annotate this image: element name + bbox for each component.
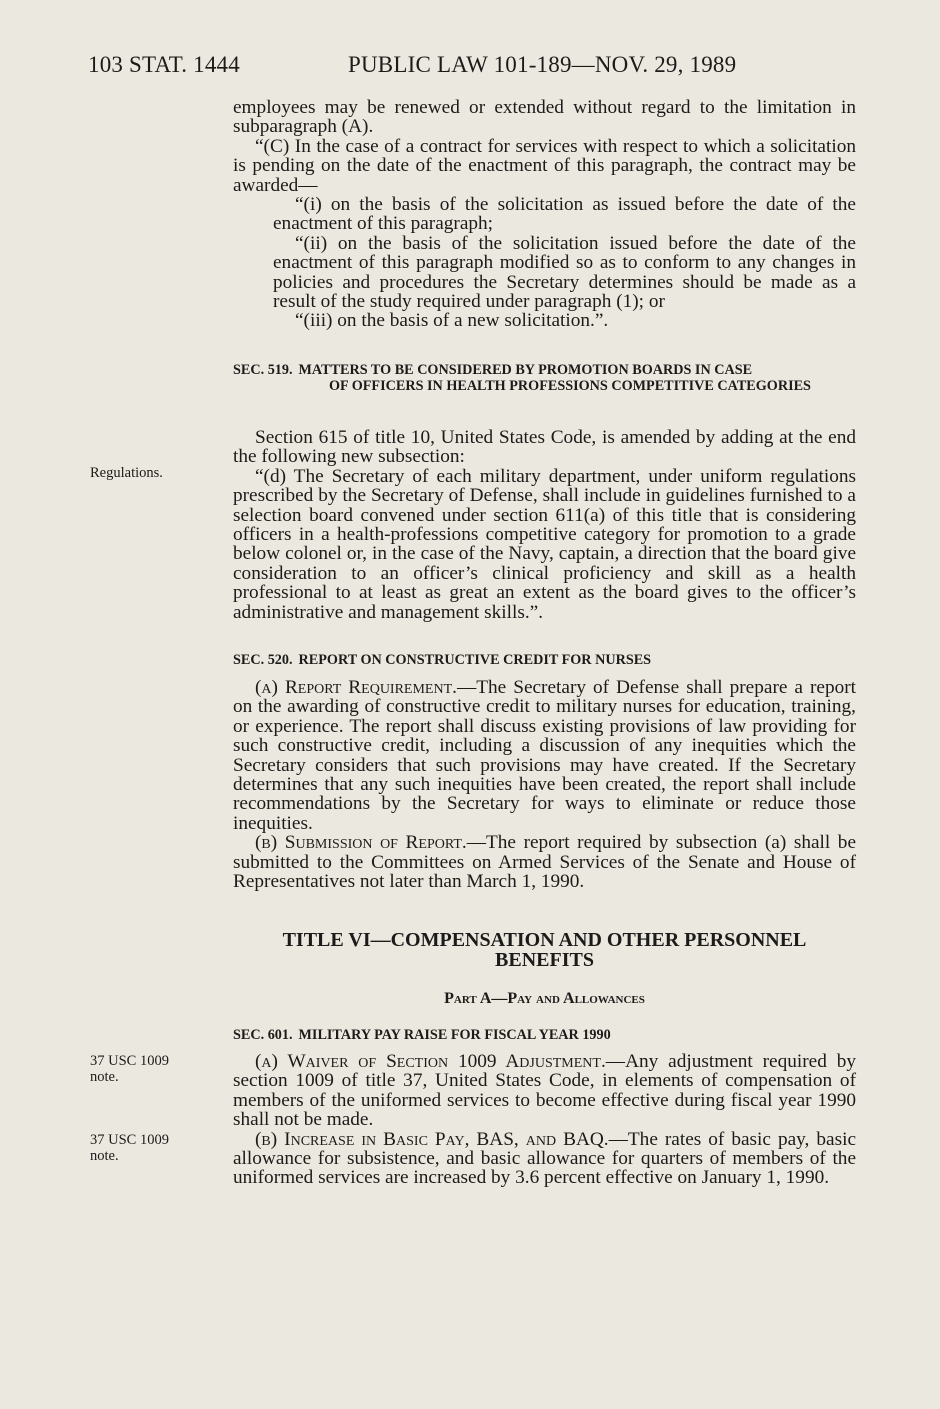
subsection-text: —The report required by subsection (a) shall be submitted to the Committees on Armed Services of the Senate and House of Representatives not later than March 1, 1990.	[233, 832, 857, 893]
paragraph: “(d) The Secretary of each military department, under uniform regulations prescribed by the Secretary of Defense, shall include in guidelines furnished to a selection board convened under section 611(a) of this title that is considering officers in a health-professions competitive category for promotion to a grade below colonel or, in the case of the Navy, captain, a direction that the board give consideration to an officer’s clinical proficiency and skill as a health professional to at least as great an extent as the board gives to the officer’s administrative and management skills.”.	[233, 465, 856, 623]
paragraph: employees may be renewed or extended without regard to the limitation in subparagraph (A).	[233, 97, 856, 138]
subsection-a	[233, 1052, 856, 1130]
section-title: MILITARY PAY RAISE FOR FISCAL YEAR 1990	[298, 1027, 611, 1043]
clause-iii: “(iii) on the basis of a new solicitation.”.	[295, 310, 609, 332]
section-number: SEC. 601.	[233, 1027, 293, 1043]
paragraph: Section 615 of title 10, United States Code, is amended by adding at the end the following new subsection:	[233, 427, 856, 468]
section-601	[233, 1027, 856, 1043]
section-title: REPORT ON CONSTRUCTIVE CREDIT FOR NURSES	[298, 652, 652, 668]
title-heading	[233, 930, 856, 970]
paragraph: “(C) In the case of a contract for services with respect to which a solicitation is pending on the date of the enactment of this paragraph, the contract may be awarded—	[233, 135, 856, 196]
subsection-label: (a) Report Requirement.	[255, 677, 457, 698]
continued-block	[233, 98, 856, 331]
clause-ii: “(ii) on the basis of the solicitation issued before the date of the enactment of this paragraph modified so as to conform to any changes in policies and procedures the Secretary determines should be made as a result of the study required under paragraph (1); or	[273, 232, 856, 313]
section-520-body	[233, 678, 856, 891]
section-heading	[233, 362, 856, 394]
section-title-continued: OF OFFICERS IN HEALTH PROFESSIONS COMPETITIVE CATEGORIES	[329, 378, 811, 394]
margin-note-usc	[90, 1054, 169, 1085]
subsection-label: (b) Submission of Report.	[255, 832, 467, 854]
subsection-text: —The rates of basic pay, basic allowance for subsistence, and basic allowance for quarters of members of the uniformed services are increased by 3.6 percent effective on January 1, 1990.	[233, 1128, 857, 1189]
title-line: TITLE VI—COMPENSATION AND OTHER PERSONNEL	[282, 929, 807, 951]
part-heading: Part A—Pay and Allowances	[444, 990, 645, 1007]
subsection-label: (b) Increase in Basic Pay, BAS, and BAQ.	[255, 1128, 609, 1150]
section-number: SEC. 520.	[233, 652, 293, 668]
section-520	[233, 652, 856, 668]
title-line: BENEFITS	[495, 949, 594, 971]
subsection-text: —Any adjustment required by section 1009 of title 37, United States Code, in elements of compensation of members of the uniformed services to become effective during fiscal year 1990 shall not be made.	[233, 1051, 856, 1131]
page-stat-number: 103 STAT. 1444	[88, 52, 240, 77]
subsection-b	[233, 1130, 856, 1188]
clause-i: “(i) on the basis of the solicitation as issued before the date of the enactment of this paragraph;	[273, 194, 856, 235]
section-519	[233, 362, 856, 394]
margin-note-regulations: Regulations.	[90, 465, 163, 481]
margin-note-usc	[90, 1133, 169, 1164]
subsection-text: —The Secretary of Defense shall prepare a report on the awarding of constructive credit to military nurses for education, training, or experience. The report shall discuss existing provisions of law providing for such constructive credit, including a discussion of any inequities which the Secretary considers that such provisions may have created. If the Secretary determines that any such inequities have been created, the report shall include recommendations by the Secretary for ways to eliminate or reduce those inequities.	[233, 677, 856, 834]
subsection-label: (a) Waiver of Section 1009 Adjustment.	[255, 1051, 606, 1072]
margin-note-line: 37 USC 1009	[90, 1053, 169, 1069]
section-519-body	[233, 428, 856, 622]
section-heading	[233, 652, 856, 668]
subsection-b	[233, 833, 856, 891]
margin-note-line: 37 USC 1009	[90, 1132, 169, 1148]
section-heading	[233, 1027, 856, 1043]
subsection-a	[233, 678, 856, 833]
section-title: MATTERS TO BE CONSIDERED BY PROMOTION BOARDS IN CASE	[298, 362, 753, 378]
section-number: SEC. 519.	[233, 362, 293, 378]
margin-note-line: note.	[90, 1147, 119, 1164]
margin-note-line: note.	[90, 1068, 119, 1085]
running-head: PUBLIC LAW 101-189—NOV. 29, 1989	[348, 52, 737, 77]
section-601-body	[233, 1052, 856, 1188]
